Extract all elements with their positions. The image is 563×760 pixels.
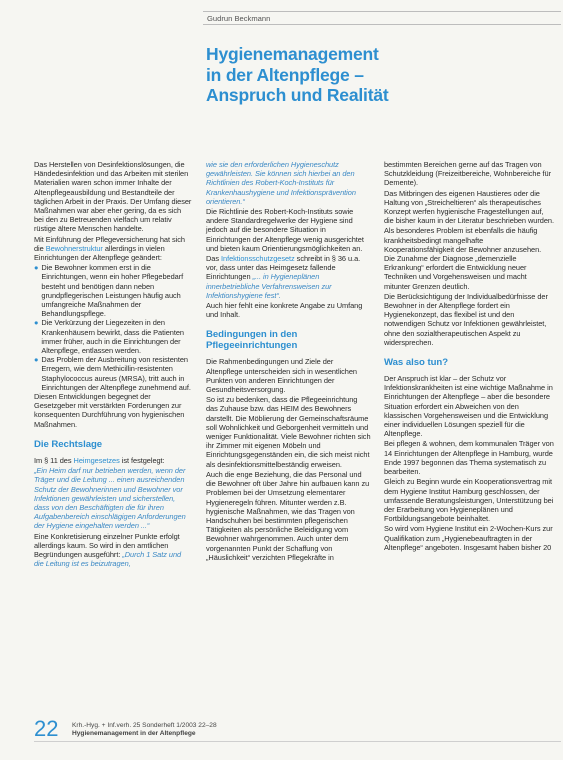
text: Mit Einführung der Pflegeversicherung hat sich die — [34, 234, 185, 253]
column-1 — [34, 160, 192, 569]
paragraph — [34, 532, 192, 569]
section-heading: Was also tun? — [384, 357, 449, 369]
section-heading: Bedingungen in den Pflegeeinrichtungen — [206, 329, 298, 352]
page-number: 22 — [34, 716, 59, 741]
column-3 — [384, 160, 554, 553]
article-title — [206, 44, 546, 106]
paragraph: Auch die enge Beziehung, die das Personal und die Bewohner oft über Jahre hin aufbauen kann zu Problemen bei der Umsetzung elementarer Hygieneregeln führen. Mitunter werden z.B. hygienische Maßnahmen, wie das Tragen von Handschuhen bei bestimmten pflegerischen Tätigkeiten als persönliche Beleidigung vom Bewohner wahrgenommen. Auch unter dem vorgenannten Punkt der Schaffung von „Häuslichkeit“ verzichten Pflegekräfte in — [206, 469, 370, 562]
paragraph — [206, 254, 371, 300]
text: Im § 11 des — [34, 455, 74, 465]
paragraph: Der Anspruch ist klar – der Schutz vor Infektionskrankheiten ist eine wichtige Maßnahme in Einrichtungen der Altenpflege – aber die besondere Situation erfordert ein Abweichen von den klassischen Vorgehensweisen und die Entwicklung einer individuellen Lösungen speziell für die Altenpflege. — [384, 374, 553, 439]
paragraph: So ist zu bedenken, dass die Pflegeeinrichtung das Zuhause bzw. das HEIM des Bewohners darstellt. Die Möblierung der Gemeinschaftsräume soll Wohnlichkeit und Geborgenheit vermitteln und weniger Funktionalität. Viele Bewohner richten sich ihr Zimmer mit eigenen Möbeln und Einrichtungsgegenständen ein, die sich meist nicht als desinfektionsmittelbeständig erweisen. — [206, 395, 371, 469]
paragraph: Bei pflegen & wohnen, dem kommunalen Träger von 14 Einrichtungen der Altenpflege in Hamburg, wurde Ende 1997 begonnen das Thema systematisch zu bearbeiten. — [384, 439, 554, 477]
quote: „... in Hygieneplänen innerbetriebliche Verfahrensweisen zur Infektionshygiene fest“. — [206, 272, 332, 300]
quote: „Ein Heim darf nur betrieben werden, wenn der Träger und die Leitung ... einen ausreichenden Schutz der Bewohnerinnen und Bewohner vor Infektionen gewährleisten und sicherstellen, dass von den Beschäftigten die für ihren Aufgabenbereich einschlägigen Anforderungen der Hygiene eingehalten werden ...“ — [34, 466, 186, 531]
paragraph: Die Berücksichtigung der Individualbedürfnisse der Bewohner in der Altenpflege fordert ein Hygienekonzept, das flexibel ist und den notwendigen Schutz vor Infektionen gewährleistet, ohne den sozialtherapeutischen Aspekt zu widersprechen. — [384, 291, 548, 347]
text: schreibt in § 36 u.a. vor, dass unter das Heimgesetz fallende Einrichtungen — [206, 254, 361, 282]
footer-divider — [34, 741, 561, 742]
paragraph: Gleich zu Beginn wurde ein Kooperationsvertrag mit dem Hygiene Institut Hamburg geschlossen, der umfassende Beratungsleistungen, Unterstützung bei der Erarbeitung von Hygieneplänen und Fortbildungsangebote beinhaltet. — [384, 477, 554, 524]
title-line-2: in der Altenpflege – — [206, 64, 364, 85]
running-title: Hygienemanagement in der Altenpflege — [72, 730, 196, 737]
text: Das — [206, 254, 221, 264]
link-bewohnerstruktur[interactable]: Bewohnerstruktur — [45, 243, 103, 253]
link-infektionsschutzgesetz[interactable]: Infektionsschutzgesetz — [221, 254, 295, 264]
paragraph: bestimmten Bereichen gerne auf das Tragen von Schutzkleidung (Freizeitbereiche, Wohnbereiche für Demente). — [384, 160, 552, 188]
list-item-text: Die Bewohner kommen erst in die Einrichtungen, wenn ein hoher Pflegebedarf besteht und benötigen dann neben grundpflegerischen Leistungen häufig auch umfangreiche Maßnahmen der Behandlungspflege. — [41, 263, 184, 319]
title-line-3: Anspruch und Realität — [206, 85, 389, 105]
column-2 — [206, 160, 371, 563]
paragraph: Das Herstellen von Desinfektionslösungen, die Händedesinfektion und das Arbeiten mit sterilen Materialien waren schon immer Inhalte der Altenpflegeausbildung und Bestandteile der täglichen Arbeit in der Praxis. Der Umfang dieser Maßnahmen war aber eher gering, da es sich bei den zu Betreuenden vielfach um relativ rüstige ältere Menschen handelte. — [34, 160, 192, 234]
paragraph: Diesen Entwicklungen begegnet der Gesetzgeber mit verstärkten Forderungen zur konsequenten Durchführung von hygienischen Maßnahmen. — [34, 392, 185, 429]
list-item-text: Die Verkürzung der Liegezeiten in den Krankenhäusern bewirkt, dass die Patienten immer früher, auch in die Einrichtungen der Altenpflege, entlassen werden. — [41, 318, 184, 356]
list-item-text: Das Problem der Ausbreitung von resistenten Erregern, wie dem Methicillin-resistenten Staphylococcus aureus (MRSA), tritt auch in Einrichtungen der Altenpflege zunehmend auf. — [41, 355, 191, 392]
list-item — [34, 318, 192, 355]
footer-citation — [72, 722, 217, 738]
author-name: Gudrun Beckmann — [207, 14, 271, 23]
section-heading: Die Rechtslage — [34, 438, 103, 450]
quote: wie sie den erforderlichen Hygieneschutz gewährleisten. Sie können sich hierbei an den Richtlinien des Robert-Koch-Instituts für Krankenhaushygiene und Infektionsprävention orientieren.“ — [206, 160, 356, 206]
paragraph — [34, 456, 192, 465]
list-item — [34, 263, 192, 318]
list-item — [34, 355, 192, 392]
bullet-icon: ● — [34, 318, 39, 328]
link-heimgesetz[interactable]: Heimgesetzes — [73, 455, 120, 465]
quote: „Durch 1 Satz und die Leitung ist es beizutragen, — [34, 549, 182, 569]
text: allerdings in vielen Einrichtungen der Altenpflege geändert: — [34, 243, 165, 263]
text: ist festgelegt: — [119, 455, 165, 465]
paragraph: Die Rahmenbedingungen und Ziele der Altenpflege unterscheiden sich in wesentlichen Punkten von anderen Einrichtungen der Gesundheitsversorgung. — [206, 357, 357, 395]
paragraph: Auch hier fehlt eine konkrete Angabe zu Umfang und Inhalt. — [206, 301, 363, 320]
journal-reference: Krh.-Hyg. + Inf.verh. 25 Sonderheft 1/2003 22–28 — [72, 722, 217, 729]
paragraph: Als besonderes Problem ist ebenfalls die häufig krankheitsbedingt mangelhafte Kooperationsfähigkeit der Bewohner anzusehen. Die Zunahme der Diagnose „demenzielle Erkrankung“ erfordert die Entwicklung neuer Techniken und Vorgehensweisen und macht mitunter Grenzen deutlich. — [384, 226, 542, 291]
paragraph: Das Mitbringen des eigenen Haustieres oder die Haltung von „Streicheltieren“ als therapeutisches Konzept werfen hygienische Fragestellungen auf, die bisher kaum in der Literatur beschrieben wurden. — [384, 188, 554, 226]
bullet-icon: ● — [34, 263, 39, 273]
bullet-icon: ● — [34, 355, 39, 365]
author-line — [203, 11, 561, 25]
paragraph: So wird vom Hygiene Institut ein 2-Wochen-Kurs zur Qualifikation zum „Hygienebeauftragten in der Altenpflege“ angeboten. Insgesamt haben bisher 20 — [384, 524, 553, 552]
paragraph — [34, 235, 192, 263]
text: Eine Konkretisierung einzelner Punkte erfolgt allerdings kaum. So wird in den amtlichen Begründungen ausgeführt: — [34, 531, 180, 559]
paragraph: Die Richtlinie des Robert-Koch-Instituts sowie andere Standardregelwerke der Hygiene sind jedoch auf die besondere Situation in Einrichtungen der Altenpflege wenig ausgerichtet und bieten kaum Orientierungsmöglichkeiten an. — [206, 207, 364, 253]
title-line-1: Hygienemanagement — [206, 44, 379, 64]
